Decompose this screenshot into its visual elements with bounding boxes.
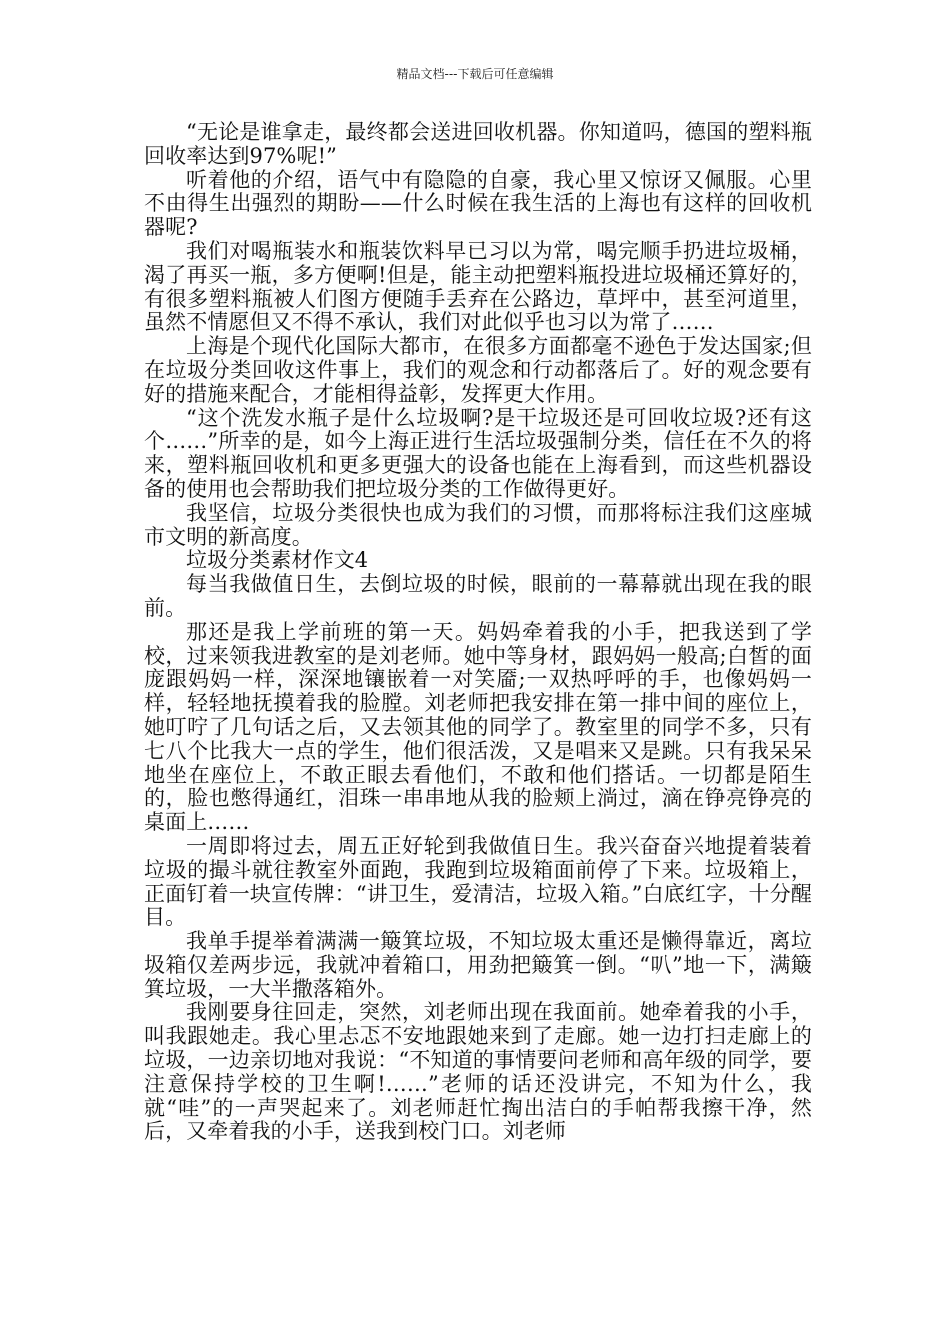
- paragraph-shanghai: 上海是个现代化国际大都市，在很多方面都毫不逊色于发达国家;但在垃圾分类回收这件事上，我们的观念和行动都落后了。好的观念要有好的措施来配合，才能相得益彰，发挥更大作用。: [144, 334, 812, 406]
- paragraph-duty-day: 每当我做值日生，去倒垃圾的时候，眼前的一幕幕就出现在我的眼前。: [144, 572, 812, 620]
- document-body: [144, 121, 812, 1144]
- paragraph-friday: 一周即将过去，周五正好轮到我做值日生。我兴奋奋兴地提着装着垃圾的撮斗就往教室外面跑，我跑到垃圾箱面前停了下来。垃圾箱上，正面钉着一块宣传牌：“讲卫生，爱清洁，垃圾入箱。”白底红字，十分醒目。: [144, 833, 812, 930]
- paragraph-first-day: 那还是我上学前班的第一天。妈妈牵着我的小手，把我送到了学校，过来领我进教室的是刘老师。她中等身材，跟妈妈一般高;白皙的面庞跟妈妈一样，深深地镶嵌着一对笑靥;一双热呼呼的手，也像妈妈一样，轻轻地抚摸着我的脸膛。刘老师把我安排在第一排中间的座位上，她叮咛了几句话之后，又去领其他的同学了。教室里的同学不多，只有七八个比我大一点的学生，他们很活泼，又是唱来又是跳。只有我呆呆地坐在座位上，不敢正眼去看他们，不敢和他们搭话。一切都是陌生的，脸也憋得通红，泪珠一串串地从我的脸颊上淌过，滴在铮亮铮亮的桌面上……: [144, 619, 812, 835]
- paragraph-expectation: 听着他的介绍，语气中有隐隐的自豪，我心里又惊讶又佩服。心里不由得生出强烈的期盼——什么时候在我生活的上海也有这样的回收机器呢?: [144, 167, 812, 240]
- paragraph-teacher: 我刚要身往回走，突然，刘老师出现在我面前。她牵着我的小手，叫我跟她走。我心里忐忑不安地跟她来到了走廊。她一边打扫走廊上的垃圾，一边亲切地对我说：“不知道的事情要问老师和高年级的同学，要注意保持学校的卫生啊!……”老师的话还没讲完，不知为什么，我就“哇”的一声哭起来了。刘老师赶忙掏出洁白的手帕帮我擦干净，然后，又牵着我的小手，送我到校门口。刘老师: [144, 1000, 812, 1144]
- section-heading: 垃圾分类素材作文4: [186, 548, 369, 573]
- paragraph-dustpan: 我单手提举着满满一簸箕垃圾，不知垃圾太重还是懒得靠近，离垃圾箱仅差两步远，我就冲着箱口，用劲把簸箕一倒。“叭”地一下，满簸箕垃圾，一大半撒落箱外。: [144, 929, 812, 1001]
- paragraph-quote-germany: “无论是谁拿走，最终都会送进回收机器。你知道吗，德国的塑料瓶回收率达到97%呢!”: [144, 120, 812, 168]
- paragraph-shampoo-bottle: “这个洗发水瓶子是什么垃圾啊?是干垃圾还是可回收垃圾?还有这个……”所幸的是，如今上海正进行生活垃圾强制分类，信任在不久的将来，塑料瓶回收机和更多更强大的设备也能在上海看到，而这些机器设备的使用也会帮助我们把垃圾分类的工作做得更好。: [144, 405, 812, 501]
- page-header: 精品文档---下载后可任意编辑: [396, 67, 554, 81]
- paragraph-belief: 我坚信，垃圾分类很快也成为我们的习惯，而那将标注我们这座城市文明的新高度。: [144, 500, 812, 549]
- paragraph-bottled-water: 我们对喝瓶装水和瓶装饮料早已习以为常，喝完顺手扔进垃圾桶，渴了再买一瓶，多方便啊!但是，能主动把塑料瓶投进垃圾桶还算好的，有很多塑料瓶被人们图方便随手丢弃在公路边，草坪中，甚至河道里，虽然不情愿但又不得不承认，我们对此似乎也习以为常了……: [144, 238, 812, 335]
